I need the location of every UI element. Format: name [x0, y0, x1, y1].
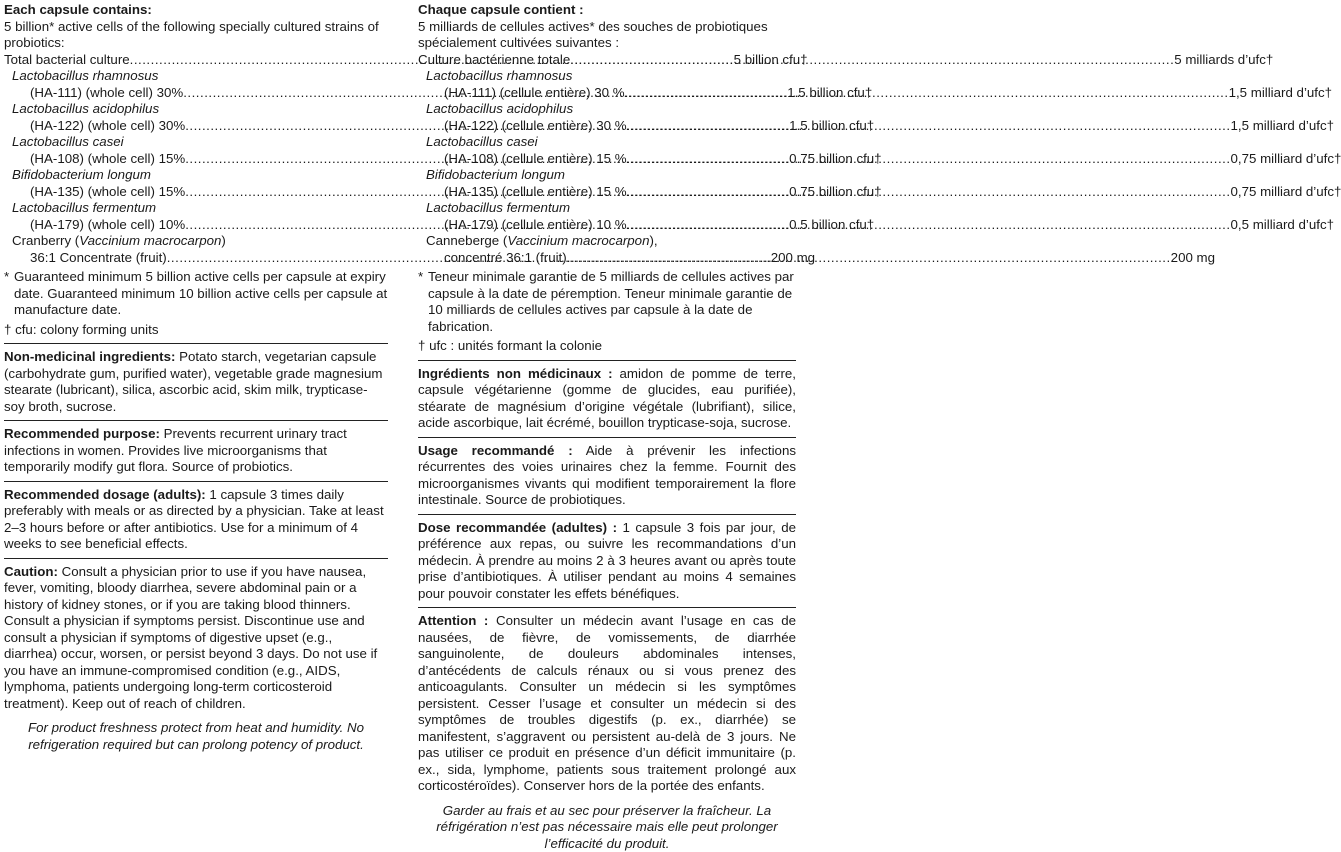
strain-row [4, 151, 388, 168]
divider [4, 420, 388, 421]
guarantee-footnote [4, 269, 388, 319]
strain-value: 0,75 milliard d’ufc† [1231, 184, 1341, 201]
strain-row [4, 184, 388, 201]
strain-name: Lactobacillus rhamnosus [418, 68, 796, 85]
purpose-section [418, 443, 796, 509]
storage-footer: For product freshness protect from heat and humidity. No refrigeration required but can prolong potency of product. [4, 720, 388, 753]
divider [4, 558, 388, 559]
strain-name: Lactobacillus rhamnosus [4, 68, 388, 85]
non-medicinal-section [4, 349, 388, 415]
strain-value: 0.75 billion cfu† [789, 184, 881, 201]
dot-leader [627, 151, 1231, 168]
cranberry-label: Cranberry ( [12, 233, 79, 248]
cfu-footnote: † cfu: colony forming units [4, 322, 388, 339]
strain-list [418, 68, 796, 233]
contains-heading: Each capsule contains: [4, 2, 388, 19]
strain-value: 0.5 billion cfu† [789, 217, 874, 234]
dot-leader [627, 118, 1231, 135]
total-culture-value: 5 billion cfu† [734, 52, 808, 69]
strain-row [418, 151, 796, 168]
cranberry-close: ), [649, 233, 657, 248]
dosage-label: Dose recommandée (adultes) : [418, 520, 617, 535]
divider [418, 437, 796, 438]
total-culture-row [418, 52, 796, 69]
strain-detail: (HA-135) (whole cell) 15% [30, 184, 185, 201]
strain-name: Bifidobacterium longum [418, 167, 796, 184]
cranberry-latin: Vaccinium macrocarpon [507, 233, 649, 248]
dosage-label: Recommended dosage (adults): [4, 487, 206, 502]
strain-row [418, 85, 796, 102]
footnote-mark: * [4, 269, 14, 319]
cranberry-latin: Vaccinium macrocarpon [79, 233, 221, 248]
strain-detail: (HA-108) (cellule entière) 15 % [444, 151, 627, 168]
divider [418, 514, 796, 515]
storage-footer: Garder au frais et au sec pour préserver la fraîcheur. La réfrigération n’est pas nécessaire mais elle peut prolonger l’efficacité du produit. [418, 803, 796, 852]
strain-row [4, 85, 388, 102]
intro-text: 5 milliards de cellules actives* des souches de probiotiques spécialement cultivées suivantes : [418, 19, 796, 52]
strain-value: 0,5 milliard d’ufc† [1231, 217, 1334, 234]
strain-name: Bifidobacterium longum [4, 167, 388, 184]
strain-name: Lactobacillus casei [4, 134, 388, 151]
cranberry-detail: 36:1 Concentrate (fruit) [30, 250, 167, 267]
total-culture-row [4, 52, 388, 69]
dosage-text: 1 capsule 3 times daily preferably with meals or as directed by a physician. Take at least 2–3 hours before or after antibiotics. Use for a minimum of 4 weeks to see beneficial effects. [4, 487, 384, 552]
dosage-section [4, 487, 388, 553]
dosage-text: 1 capsule 3 fois par jour, de préférence aux repas, ou suivre les recommandations d’un médecin. À prendre au moins 2 à 3 heures avant ou après toute prise d’antibiotiques. À utiliser pendant au moins 4 semaines pour pouvoir constater les effets bénéfiques. [418, 520, 796, 601]
strain-detail: (HA-135) (cellule entière) 15 % [444, 184, 627, 201]
strain-row [4, 217, 388, 234]
strain-detail: (HA-179) (cellule entière) 10 % [444, 217, 627, 234]
footnote-text: Teneur minimale garantie de 5 milliards de cellules actives par capsule à la date de péremption. Teneur minimale garantie de 10 milliards de cellules actives par capsule à la date de fabrication. [428, 269, 796, 335]
non-medicinal-text: amidon de pomme de terre, capsule végétarienne (gomme de glucides, eau purifiée), stéarate de magnésium d’origine végétale (lubrifiant), silice, acide ascorbique, lait écrémé, bouillon trypticase-soja, sucrose. [418, 366, 796, 431]
strain-detail: (HA-111) (whole cell) 30% [30, 85, 183, 102]
dot-leader [627, 217, 1231, 234]
cranberry-row [4, 250, 388, 267]
caution-text: Consult a physician prior to use if you have nausea, fever, vomiting, bloody diarrhea, severe abdominal pain or a history of kidney stones, or if you are taking blood thinners. Consult a physician if symptoms persist. Discontinue use and consult a physician if symptoms of digestive upset (e.g., diarrhea) occur, worsen, or persist beyond 3 days. Do not use if you have an immune-compromised condition (e.g., AIDS, lymphoma, patients undergoing long-term corticosteroid treatment). Keep out of reach of children. [4, 564, 377, 711]
caution-section [4, 564, 388, 713]
purpose-section [4, 426, 388, 476]
caution-label: Attention : [418, 613, 488, 628]
strain-row [418, 217, 796, 234]
dot-leader [627, 184, 1231, 201]
strain-value: 0.75 billion cfu† [789, 151, 881, 168]
strain-name: Lactobacillus casei [418, 134, 796, 151]
non-medicinal-label: Ingrédients non médicinaux : [418, 366, 613, 381]
strain-detail: (HA-122) (cellule entière) 30 % [444, 118, 627, 135]
strain-value: 1,5 milliard d’ufc† [1231, 118, 1334, 135]
strain-name: Lactobacillus acidophilus [418, 101, 796, 118]
purpose-label: Usage recommandé : [418, 443, 573, 458]
strain-detail: (HA-108) (whole cell) 15% [30, 151, 185, 168]
caution-label: Caution: [4, 564, 58, 579]
strain-row [4, 118, 388, 135]
dot-leader [570, 52, 1174, 69]
caution-text: Consulter un médecin avant l’usage en cas de nausées, de fièvre, de vomissements, de diarrhée sanguinolente, de douleurs abdominales intenses, d’antécédents de calculs rénaux ou si vous prenez des anticoagulants. Consulter un médecin si les symptômes persistent. Cesser l’usage et consulter un médecin si des symptômes de troubles digestifs (p. ex., diarrhée) se manifestent, s’aggravent ou persistent au-delà de 3 jours. Ne pas utiliser ce produit en présence d’un déficit immunitaire (p. ex., sida, lymphome, patients sous traitement prolongé aux corticostéroïdes). Conserver hors de la portée des enfants. [418, 613, 796, 793]
guarantee-footnote [418, 269, 796, 335]
dosage-section [418, 520, 796, 603]
cranberry-detail: concentré 36:1 (fruit) [444, 250, 567, 267]
divider [4, 481, 388, 482]
strain-value: 1,5 milliard d’ufc† [1229, 85, 1332, 102]
english-column [4, 2, 388, 753]
total-culture-label: Culture bactérienne totale [418, 52, 570, 69]
cranberry-value: 200 mg [771, 250, 815, 267]
strain-row [418, 184, 796, 201]
caution-section [418, 613, 796, 795]
cranberry-name [418, 233, 796, 250]
dot-leader [567, 250, 1171, 267]
footnote-text: Guaranteed minimum 5 billion active cells per capsule at expiry date. Guaranteed minimum 10 billion active cells per capsule at manufacture date. [14, 269, 388, 319]
purpose-text: Aide à prévenir les infections récurrentes des voies urinaires chez la femme. Fournit des microorganismes vivants qui modifient temporairement la flore intestinale. Source de probiotiques. [418, 443, 796, 508]
divider [418, 360, 796, 361]
french-column [418, 2, 796, 852]
non-medicinal-label: Non-medicinal ingredients: [4, 349, 175, 364]
cranberry-row [418, 250, 796, 267]
non-medicinal-text: Potato starch, vegetarian capsule (carbohydrate gum, purified water), vegetable grade magnesium stearate (lubricant), silica, ascorbic acid, skim milk, trypticase-soy broth, sucrose. [4, 349, 382, 414]
ufc-footnote: † ufc : unités formant la colonie [418, 338, 796, 355]
strain-value: 1.5 billion cfu† [787, 85, 872, 102]
divider [418, 607, 796, 608]
total-culture-label: Total bacterial culture [4, 52, 130, 69]
strain-detail: (HA-179) (whole cell) 10% [30, 217, 185, 234]
contains-heading: Chaque capsule contient : [418, 2, 796, 19]
cranberry-value: 200 mg [1171, 250, 1215, 267]
purpose-text: Prevents recurrent urinary tract infections in women. Provides live microorganisms that temporarily modify gut flora. Source of probiotics. [4, 426, 347, 474]
strain-value: 0,75 milliard d’ufc† [1231, 151, 1341, 168]
strain-row [418, 118, 796, 135]
footnote-mark: * [418, 269, 428, 335]
strain-list [4, 68, 388, 233]
purpose-label: Recommended purpose: [4, 426, 160, 441]
divider [4, 343, 388, 344]
non-medicinal-section [418, 366, 796, 432]
strain-name: Lactobacillus acidophilus [4, 101, 388, 118]
strain-detail: (HA-111) (cellule entière) 30 % [444, 85, 625, 102]
strain-value: 1.5 billion cfu† [789, 118, 874, 135]
strain-name: Lactobacillus fermentum [418, 200, 796, 217]
dot-leader [625, 85, 1229, 102]
cranberry-name [4, 233, 388, 250]
total-culture-value: 5 milliards d’ufc† [1174, 52, 1273, 69]
strain-name: Lactobacillus fermentum [4, 200, 388, 217]
cranberry-close: ) [221, 233, 225, 248]
cranberry-label: Canneberge ( [426, 233, 507, 248]
intro-text: 5 billion* active cells of the following specially cultured strains of probiotics: [4, 19, 388, 52]
strain-detail: (HA-122) (whole cell) 30% [30, 118, 185, 135]
